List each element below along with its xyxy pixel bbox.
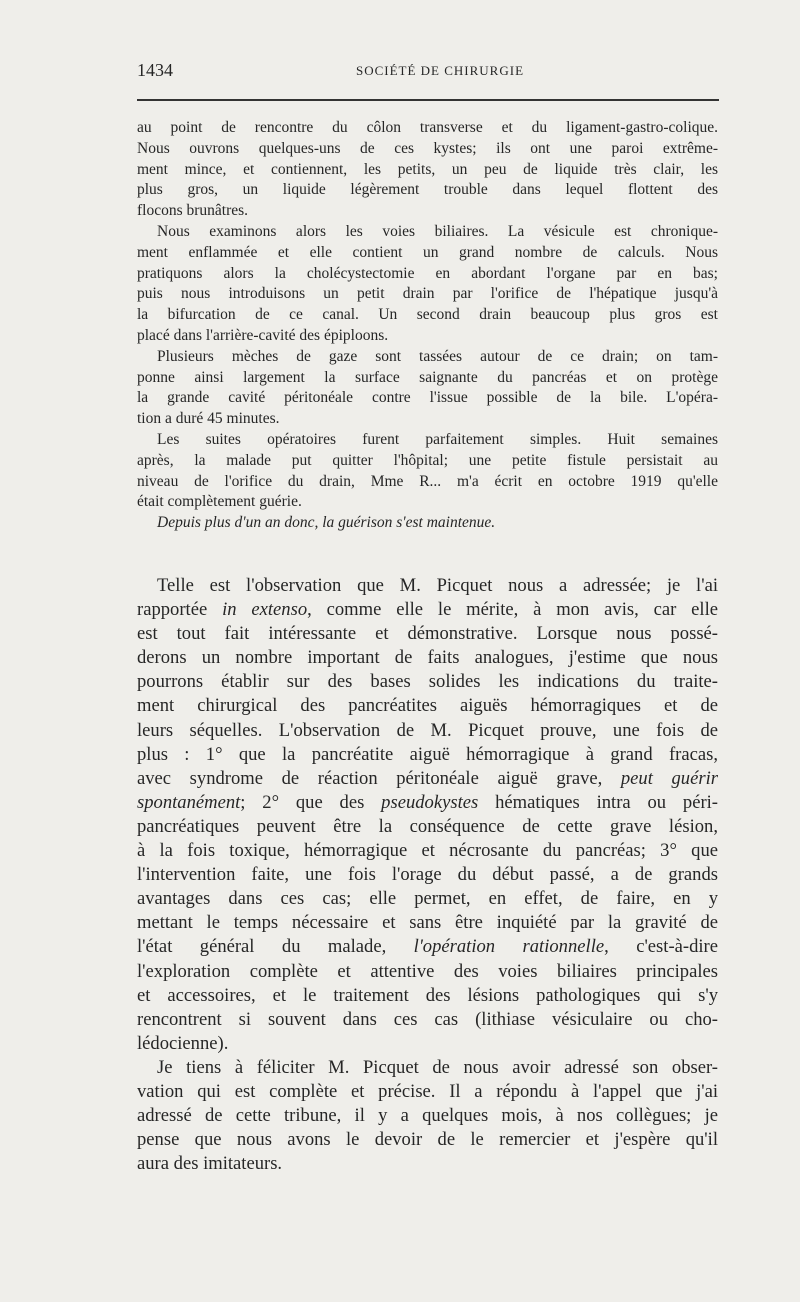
text-line <box>137 1032 718 1056</box>
text-segment: aura des imitateurs. <box>137 1153 283 1175</box>
text-segment: Telle est l'observation que M. Picquet nous a adressée; je l'ai <box>157 575 718 596</box>
text-line <box>137 743 718 767</box>
text-line: au point de rencontre du côlon transverse et du ligament-gastro-colique. <box>137 119 718 136</box>
paragraph <box>137 430 718 513</box>
text-line <box>137 767 718 791</box>
text-line <box>137 574 718 598</box>
paragraph <box>137 574 718 1056</box>
text-line <box>137 1104 718 1128</box>
text-line: Depuis plus d'un an donc, la guérison s'est maintenue. <box>157 514 496 532</box>
text-line: la bifurcation de ce canal. Un second drain beaucoup plus gros est <box>137 306 718 324</box>
text-segment: est tout fait intéressante et démonstrative. Lorsque nous possé- <box>137 623 718 645</box>
text-line: placé dans l'arrière-cavité des épiploons. <box>137 326 389 344</box>
text-line: tion a duré 45 minutes. <box>137 410 280 428</box>
text-segment: hématiques intra ou péri- <box>478 791 719 813</box>
observation-text <box>137 118 718 534</box>
text-segment: et accessoires, et le traitement des lésions pathologiques qui s'y <box>137 984 718 1006</box>
header-rule <box>137 99 719 101</box>
text-line <box>137 622 718 646</box>
paragraph <box>137 222 718 347</box>
paragraph <box>137 118 718 222</box>
text-segment: derons un nombre important de faits analogues, j'estime que nous <box>137 647 718 669</box>
text-line <box>137 911 718 935</box>
text-line: après, la malade put quitter l'hôpital; une petite fistule persistait au <box>137 451 718 469</box>
text-line: ment enflammée et elle contient un grand nombre de calculs. Nous <box>137 243 718 261</box>
text-segment: , comme elle le mérite, à mon avis, car elle <box>307 599 718 621</box>
text-segment: adressé de cette tribune, il y a quelques mois, à nos collègues; je <box>137 1105 718 1127</box>
text-line <box>137 815 718 839</box>
text-segment: pancréatiques peuvent être la conséquence de cette grave lésion, <box>137 815 718 837</box>
paragraph <box>137 513 718 534</box>
text-line <box>137 694 718 718</box>
text-line <box>137 839 718 863</box>
text-line <box>137 984 718 1008</box>
text-line: pratiquons alors la cholécystectomie en abordant l'organe par en bas; <box>137 264 718 282</box>
text-segment: pourrons établir sur des bases solides les indications du traite- <box>137 671 718 693</box>
text-segment: l'intervention faite, une fois l'orage du début passé, a de grands <box>137 864 718 886</box>
italic-segment: spontanément <box>137 791 241 813</box>
page-number: 1434 <box>137 60 173 80</box>
text-line: ment mince, et contiennent, les petits, un peu de liquide très clair, les <box>137 160 718 178</box>
text-line <box>137 1152 718 1176</box>
text-segment: l'exploration complète et attentive des voies biliaires principales <box>137 960 718 982</box>
text-segment: avec syndrome de réaction péritonéale aiguë grave, <box>137 767 621 789</box>
text-line: était complètement guérie. <box>137 493 302 511</box>
text-segment: à la fois toxique, hémorragique et nécrosante du pancréas; 3° que <box>137 840 718 862</box>
running-head: SOCIÉTÉ DE CHIRURGIE <box>355 63 525 78</box>
text-line: flocons brunâtres. <box>137 202 249 220</box>
italic-segment: peut guérir <box>620 767 718 789</box>
commentary-text <box>137 574 718 1176</box>
text-line: la grande cavité péritonéale contre l'issue possible de la bile. L'opéra- <box>137 389 718 407</box>
text-line <box>137 887 718 911</box>
text-line <box>137 935 718 959</box>
text-line: Plusieurs mèches de gaze sont tassées autour de ce drain; on tam- <box>157 347 718 365</box>
text-line: plus gros, un liquide légèrement trouble dans lequel flottent des <box>137 181 718 199</box>
text-line <box>137 863 718 887</box>
text-segment: l'état général du malade, <box>137 936 414 958</box>
text-line <box>137 1008 718 1032</box>
italic-segment: pseudokystes <box>381 791 479 813</box>
italic-segment: in extenso <box>222 599 308 621</box>
text-line <box>137 1080 718 1104</box>
paragraph <box>137 347 718 430</box>
text-segment: pense que nous avons le devoir de le remercier et j'espère qu'il <box>137 1129 718 1151</box>
text-line <box>137 1056 718 1080</box>
italic-segment: l'opération rationnelle <box>413 936 605 958</box>
text-line <box>137 960 718 984</box>
text-segment: lédocienne). <box>137 1032 229 1054</box>
text-segment: ; 2° que des <box>240 791 382 813</box>
text-line: Nous examinons alors les voies biliaires. La vésicule est chronique- <box>157 222 718 240</box>
paragraph <box>137 1056 718 1176</box>
text-segment: rencontrent si souvent dans ces cas (lithiase vésiculaire ou cho- <box>137 1008 718 1030</box>
text-line: ponne ainsi largement la surface saignante du pancréas et on protège <box>137 368 718 386</box>
text-segment: , c'est-à-dire <box>604 936 718 958</box>
text-segment: Je tiens à féliciter M. Picquet de nous avoir adressé son obser- <box>157 1056 718 1078</box>
text-segment: rapportée <box>137 599 223 621</box>
text-segment: plus : 1° que la pancréatite aiguë hémorragique à grand fracas, <box>137 743 718 765</box>
text-line: niveau de l'orifice du drain, Mme R... m'a écrit en octobre 1919 qu'elle <box>137 472 718 490</box>
text-segment: avantages dans ces cas; elle permet, en effet, de faire, en y <box>137 888 718 910</box>
text-line: Nous ouvrons quelques-uns de ces kystes; ils ont une paroi extrême- <box>137 139 718 157</box>
text-segment: ment chirurgical des pancréatites aiguës hémorragiques et de <box>137 695 718 717</box>
text-line <box>137 791 718 815</box>
text-line <box>137 670 718 694</box>
text-line: Les suites opératoires furent parfaitement simples. Huit semaines <box>157 430 718 448</box>
text-segment: mettant le temps nécessaire et sans être inquiété par la gravité de <box>137 912 718 934</box>
text-segment: vation qui est complète et précise. Il a répondu à l'appel que j'ai <box>137 1080 718 1102</box>
text-line <box>137 598 718 622</box>
text-line: puis nous introduisons un petit drain par l'orifice de l'hépatique jusqu'à <box>137 285 718 303</box>
text-segment: leurs séquelles. L'observation de M. Picquet prouve, une fois de <box>137 719 718 741</box>
text-line <box>137 646 718 670</box>
text-line <box>137 1128 718 1152</box>
text-line <box>137 719 718 743</box>
